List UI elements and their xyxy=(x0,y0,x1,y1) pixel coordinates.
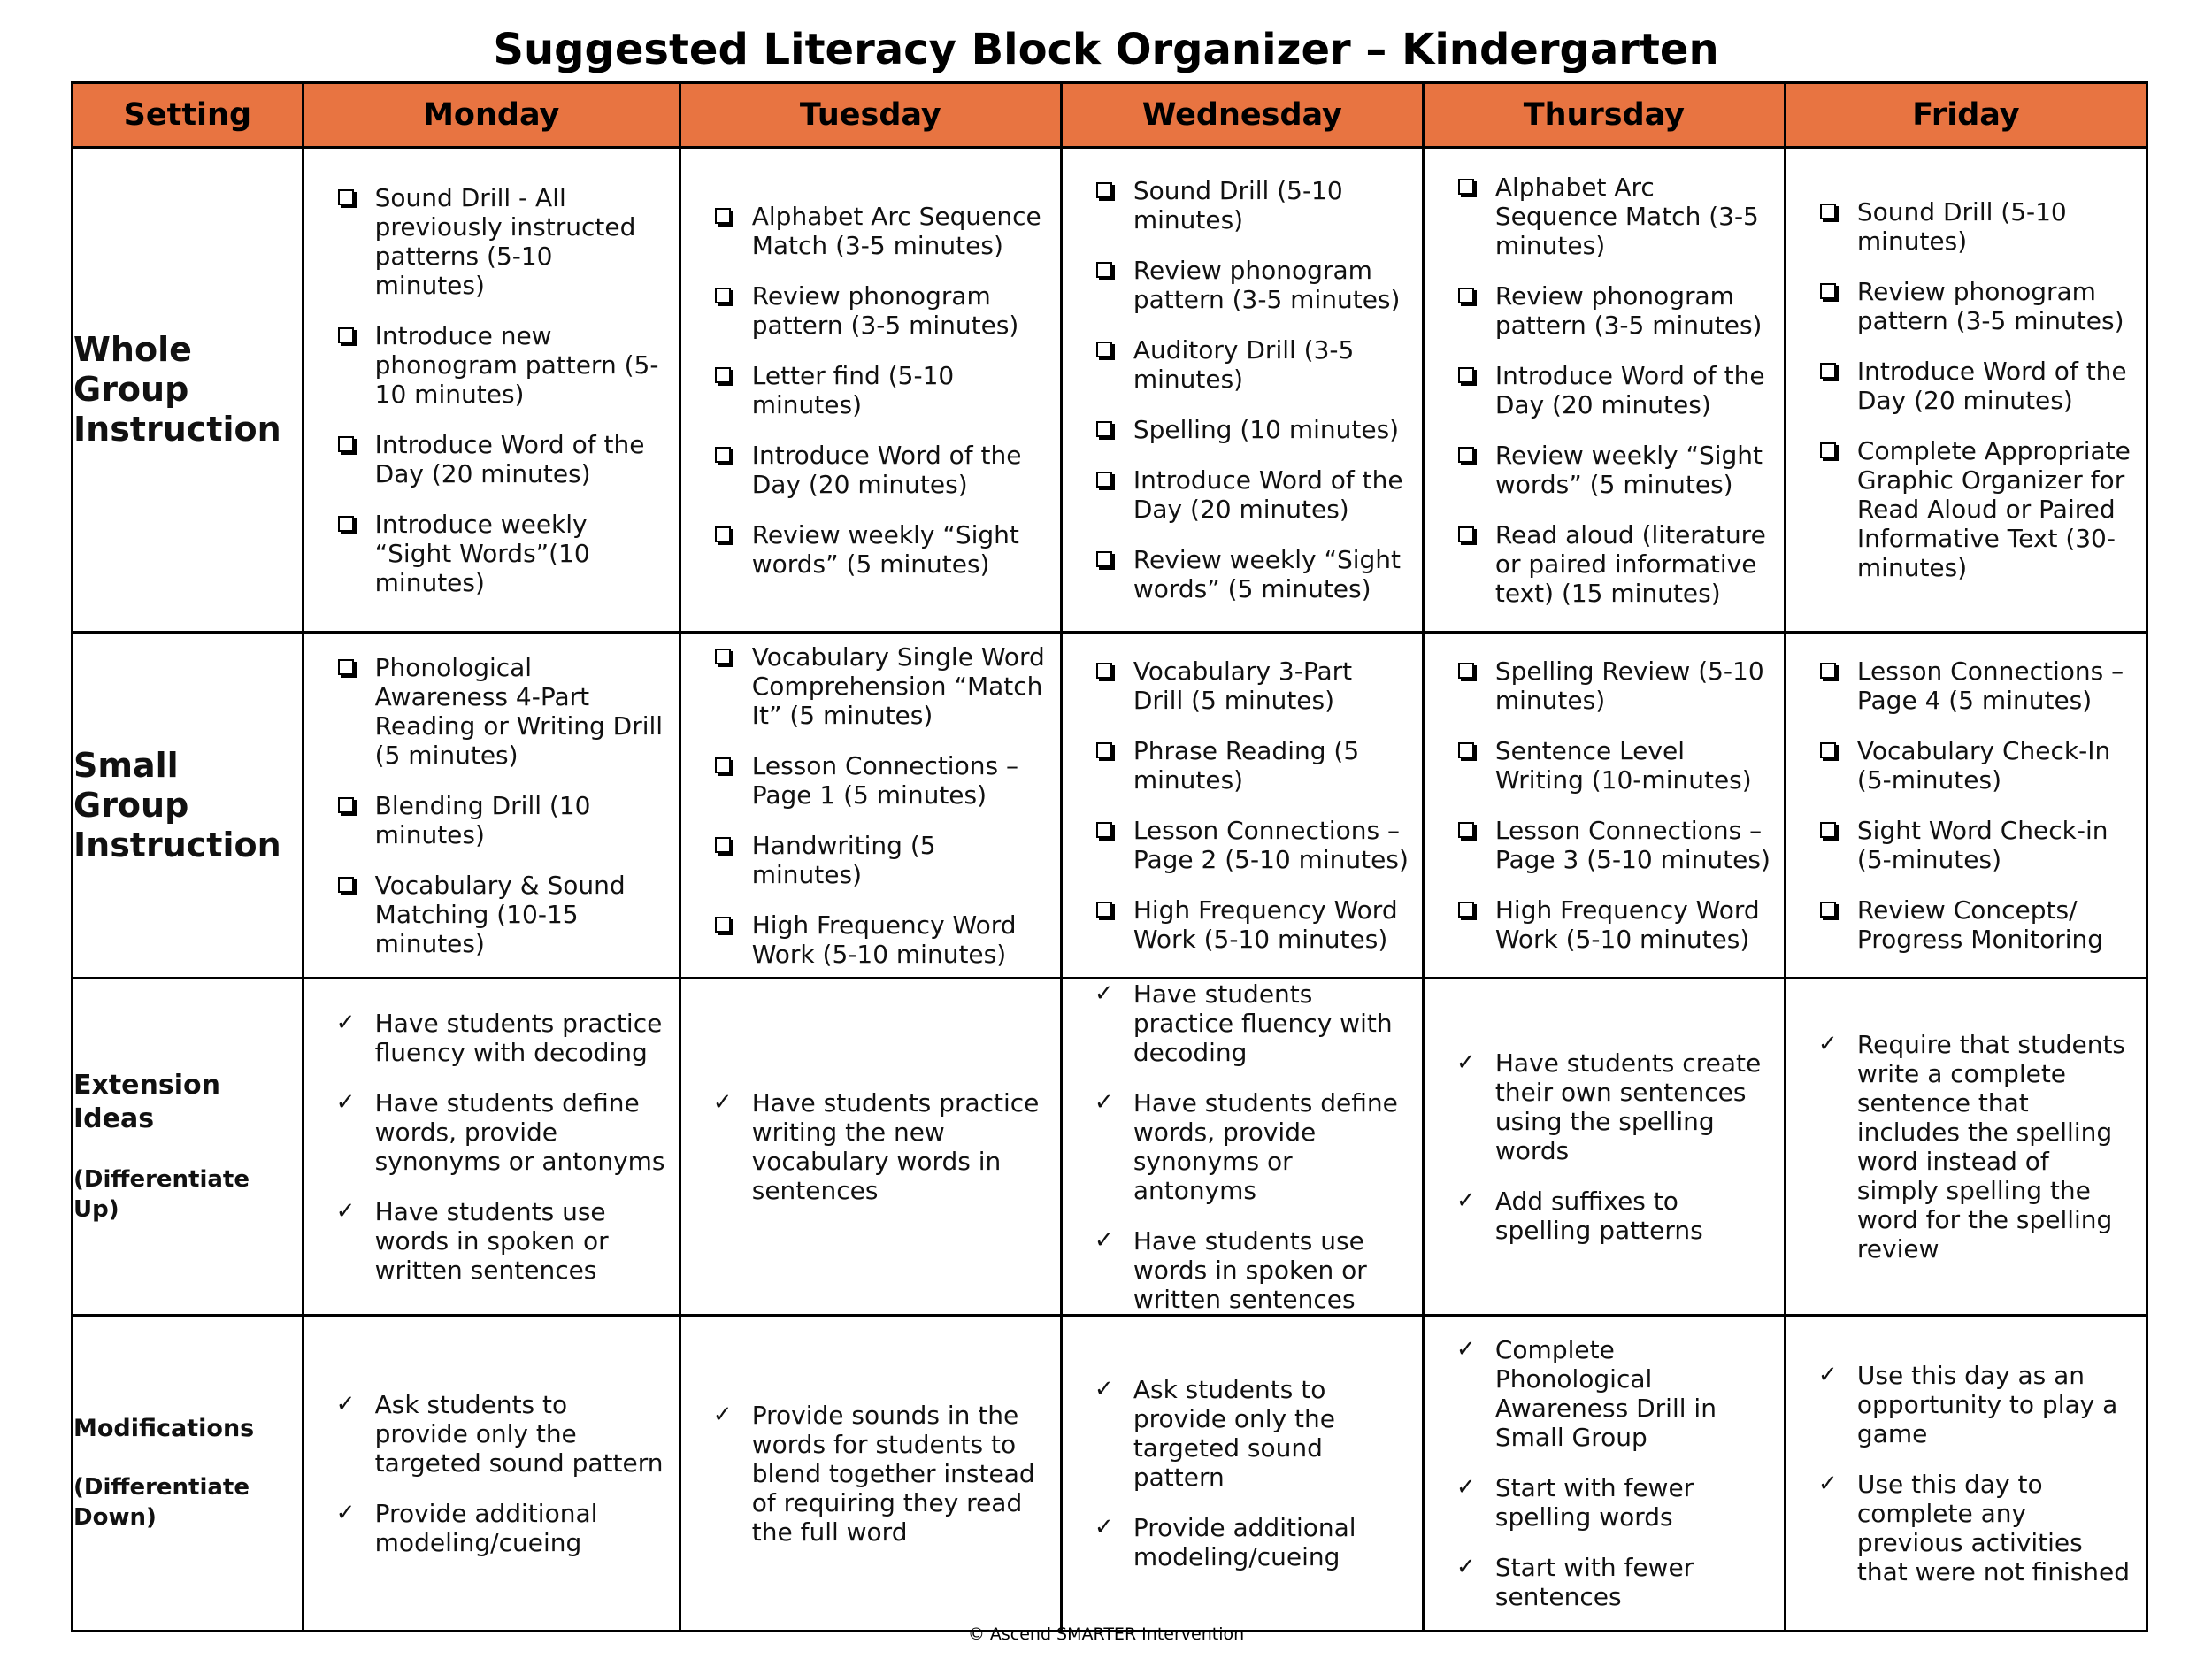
list-item xyxy=(336,653,666,770)
list-item xyxy=(1456,736,1771,795)
checkbox-square xyxy=(1096,902,1112,918)
activity-text: Review phonogram pattern (3-5 minutes) xyxy=(751,280,1019,340)
checkmark-glyph: ✓ xyxy=(1455,1554,1476,1580)
checkmark-glyph: ✓ xyxy=(1094,1514,1114,1540)
list-item xyxy=(1818,736,2133,795)
activity-text: Ask students to provide only the targeted sound pattern xyxy=(1133,1375,1335,1492)
setting-sublabel: (Differentiate Up) xyxy=(73,1166,250,1223)
checkbox-square xyxy=(1820,902,1836,918)
activity-list xyxy=(1786,657,2146,954)
header-row xyxy=(73,83,2147,148)
list-item xyxy=(713,910,1048,969)
list-item xyxy=(336,1088,666,1176)
list-item xyxy=(1818,357,2133,415)
checkbox-square xyxy=(338,659,354,675)
table-row xyxy=(73,979,2147,1316)
checkbox-square xyxy=(1458,742,1474,758)
checkbox-square xyxy=(1458,902,1474,918)
activity-text: Start with fewer sentences xyxy=(1494,1553,1694,1611)
activity-text: High Frequency Word Work (5-10 minutes) xyxy=(1133,895,1398,954)
activity-text: Review phonogram pattern (3-5 minutes) xyxy=(1133,256,1401,314)
activity-text: Sentence Level Writing (10-minutes) xyxy=(1494,736,1752,795)
day-cell-tuesday xyxy=(680,633,1061,979)
checkmark-glyph: ✓ xyxy=(1455,1049,1476,1076)
day-cell-monday xyxy=(303,633,680,979)
activity-list xyxy=(1425,1335,1784,1611)
checkbox-square xyxy=(1820,204,1836,219)
list-item xyxy=(336,871,666,958)
activity-list xyxy=(681,642,1060,969)
list-item xyxy=(1094,736,1409,795)
list-item xyxy=(1818,657,2133,715)
checkbox-square xyxy=(1096,551,1112,567)
checkbox-square xyxy=(1458,447,1474,463)
activity-text: Have students define words, provide synonyms or antonyms xyxy=(374,1088,665,1176)
list-item xyxy=(1456,1553,1771,1611)
setting-cell xyxy=(73,148,303,633)
checkbox-square xyxy=(715,649,731,664)
checkmark-glyph: ✓ xyxy=(1094,1376,1114,1402)
checkmark-glyph: ✓ xyxy=(335,1390,356,1417)
activity-text: Have students practice fluency with decoding xyxy=(374,1009,663,1067)
day-cell-thursday xyxy=(1423,1316,1785,1632)
list-item xyxy=(1456,281,1771,340)
list-item xyxy=(1456,816,1771,874)
header-monday: Monday xyxy=(303,83,680,148)
activity-list xyxy=(304,653,679,958)
activity-text: Add suffixes to spelling patterns xyxy=(1494,1187,1703,1245)
literacy-organizer-table xyxy=(71,81,2148,1632)
activity-text: Letter find (5-10 minutes) xyxy=(751,360,955,419)
list-item xyxy=(713,361,1048,419)
activity-list xyxy=(681,202,1060,579)
list-item xyxy=(1456,441,1771,499)
day-cell-tuesday xyxy=(680,979,1061,1316)
list-item xyxy=(1818,436,2133,582)
table-row xyxy=(73,633,2147,979)
list-item xyxy=(713,202,1048,260)
list-item xyxy=(1456,1473,1771,1532)
activity-text: Use this day to complete any previous activities that were not finished xyxy=(1856,1469,2131,1586)
list-item xyxy=(1094,657,1409,715)
checkmark-glyph: ✓ xyxy=(712,1401,733,1428)
checkbox-square xyxy=(1820,283,1836,299)
activity-list xyxy=(304,1009,679,1285)
checkbox-square xyxy=(338,327,354,343)
activity-list xyxy=(1063,657,1422,954)
list-item xyxy=(1818,197,2133,256)
list-item xyxy=(1818,277,2133,335)
list-item xyxy=(1094,979,1409,1067)
header-setting: Setting xyxy=(73,83,303,148)
activity-text: Introduce new phonogram pattern (5-10 minutes) xyxy=(374,320,659,409)
day-cell-monday xyxy=(303,979,680,1316)
activity-text: Handwriting (5 minutes) xyxy=(751,830,936,889)
checkbox-square xyxy=(715,288,731,303)
checkbox-square xyxy=(1096,472,1112,488)
checkmark-glyph: ✓ xyxy=(1094,1227,1114,1254)
setting-label: Extension Ideas xyxy=(73,1070,220,1134)
activity-text: Vocabulary 3-Part Drill (5 minutes) xyxy=(1133,657,1353,715)
activity-text: Spelling (10 minutes) xyxy=(1133,415,1400,444)
day-cell-tuesday xyxy=(680,148,1061,633)
checkbox-square xyxy=(715,526,731,542)
activity-list xyxy=(1425,657,1784,954)
list-item xyxy=(1456,361,1771,419)
checkmark-glyph: ✓ xyxy=(1455,1474,1476,1501)
list-item xyxy=(1456,520,1771,608)
activity-list xyxy=(681,1088,1060,1205)
activity-text: Review weekly “Sight words” (5 minutes) xyxy=(1494,440,1763,499)
list-item xyxy=(1094,1375,1409,1492)
day-cell-friday xyxy=(1785,148,2147,633)
list-item xyxy=(1456,1187,1771,1245)
activity-text: Have students use words in spoken or written sentences xyxy=(1133,1226,1367,1314)
list-item xyxy=(336,1390,666,1478)
list-item xyxy=(336,1197,666,1285)
checkbox-square xyxy=(1096,342,1112,357)
checkbox-square xyxy=(1820,363,1836,379)
list-item xyxy=(336,321,666,409)
activity-text: Read aloud (literature or paired informative text) (15 minutes) xyxy=(1494,519,1766,608)
checkbox-square xyxy=(1458,822,1474,838)
activity-text: Review phonogram pattern (3-5 minutes) xyxy=(1494,280,1763,340)
activity-text: Have students practice writing the new vocabulary words in sentences xyxy=(751,1088,1040,1205)
checkbox-square xyxy=(338,436,354,452)
activity-text: Spelling Review (5-10 minutes) xyxy=(1494,657,1764,715)
activity-text: Complete Phonological Awareness Drill in Small Group xyxy=(1494,1335,1717,1452)
checkbox-square xyxy=(1096,182,1112,198)
activity-text: Review phonogram pattern (3-5 minutes) xyxy=(1856,277,2124,335)
list-item xyxy=(1818,1470,2133,1586)
checkbox-square xyxy=(1458,526,1474,542)
activity-text: Vocabulary Single Word Comprehension “Match It” (5 minutes) xyxy=(751,641,1045,730)
activity-list xyxy=(1063,176,1422,603)
header-thursday: Thursday xyxy=(1423,83,1785,148)
activity-text: Phonological Awareness 4-Part Reading or Writing Drill (5 minutes) xyxy=(374,652,664,770)
activity-text: Introduce Word of the Day (20 minutes) xyxy=(374,429,645,488)
checkmark-glyph: ✓ xyxy=(712,1089,733,1116)
checkbox-square xyxy=(715,837,731,853)
checkbox-square xyxy=(1096,742,1112,758)
day-cell-wednesday xyxy=(1061,633,1423,979)
activity-text: Vocabulary & Sound Matching (10-15 minutes) xyxy=(374,870,626,958)
copyright-footer: © Ascend SMARTER Intervention xyxy=(967,1624,1245,1644)
table-row xyxy=(73,148,2147,633)
day-cell-wednesday xyxy=(1061,1316,1423,1632)
checkmark-glyph: ✓ xyxy=(335,1499,356,1526)
list-item xyxy=(1094,816,1409,874)
activity-list xyxy=(304,1390,679,1557)
activity-text: Have students create their own sentences using the spelling words xyxy=(1494,1048,1762,1165)
checkbox-square xyxy=(1458,288,1474,303)
activity-text: Provide additional modeling/cueing xyxy=(1133,1513,1356,1571)
activity-text: Have students define words, provide synonyms or antonyms xyxy=(1133,1088,1398,1205)
activity-text: Review weekly “Sight words” (5 minutes) xyxy=(1133,545,1402,603)
list-item xyxy=(1094,256,1409,314)
day-cell-tuesday xyxy=(680,1316,1061,1632)
activity-text: Alphabet Arc Sequence Match (3-5 minutes) xyxy=(1494,172,1759,260)
list-item xyxy=(1094,465,1409,524)
activity-list xyxy=(1786,197,2146,582)
checkbox-square xyxy=(338,516,354,532)
checkmark-glyph: ✓ xyxy=(1817,1470,1838,1497)
checkmark-glyph: ✓ xyxy=(1817,1361,1838,1388)
activity-text: Vocabulary Check-In (5-minutes) xyxy=(1856,736,2111,795)
checkbox-square xyxy=(715,208,731,224)
activity-text: Lesson Connections – Page 4 (5 minutes) xyxy=(1856,657,2124,715)
checkbox-square xyxy=(1096,663,1112,679)
activity-text: Ask students to provide only the targeted sound pattern xyxy=(374,1389,664,1478)
checkbox-square xyxy=(338,797,354,813)
activity-text: Sound Drill (5-10 minutes) xyxy=(1856,197,2067,256)
list-item xyxy=(1094,335,1409,394)
day-cell-friday xyxy=(1785,979,2147,1316)
day-cell-wednesday xyxy=(1061,148,1423,633)
checkbox-square xyxy=(1096,262,1112,278)
checkbox-square xyxy=(715,917,731,933)
header-wednesday: Wednesday xyxy=(1061,83,1423,148)
day-cell-thursday xyxy=(1423,148,1785,633)
checkbox-square xyxy=(1458,367,1474,383)
setting-sublabel: (Differentiate Down) xyxy=(73,1474,250,1531)
activity-text: Introduce Word of the Day (20 minutes) xyxy=(1133,465,1403,524)
activity-list xyxy=(681,1401,1060,1547)
day-cell-friday xyxy=(1785,633,2147,979)
activity-text: Have students use words in spoken or written sentences xyxy=(374,1197,609,1285)
activity-text: Start with fewer spelling words xyxy=(1494,1473,1694,1532)
day-cell-monday xyxy=(303,1316,680,1632)
list-item xyxy=(336,1499,666,1557)
checkbox-square xyxy=(715,367,731,383)
list-item xyxy=(713,1401,1048,1547)
list-item xyxy=(336,430,666,488)
checkbox-square xyxy=(1820,663,1836,679)
page-title: Suggested Literacy Block Organizer – Kindergarten xyxy=(493,25,1719,74)
activity-list xyxy=(1786,1361,2146,1586)
checkmark-glyph: ✓ xyxy=(1094,980,1114,1007)
activity-text: Provide sounds in the words for students to blend together instead of requiring they read the full word xyxy=(751,1400,1035,1547)
list-item xyxy=(1456,1048,1771,1165)
list-item xyxy=(1818,1030,2133,1263)
day-cell-monday xyxy=(303,148,680,633)
list-item xyxy=(713,751,1048,810)
checkbox-square xyxy=(1458,663,1474,679)
checkmark-glyph: ✓ xyxy=(1817,1031,1838,1057)
checkbox-square xyxy=(1820,822,1836,838)
day-cell-thursday xyxy=(1423,979,1785,1316)
checkbox-square xyxy=(338,877,354,893)
activity-text: Introduce weekly “Sight Words”(10 minutes) xyxy=(374,509,590,597)
list-item xyxy=(1818,1361,2133,1448)
setting-label: Small Group Instruction xyxy=(73,745,281,864)
checkbox-square xyxy=(338,189,354,205)
activity-list xyxy=(1425,173,1784,608)
activity-text: Blending Drill (10 minutes) xyxy=(374,790,591,849)
list-item xyxy=(1094,1513,1409,1571)
list-item xyxy=(1094,1088,1409,1205)
day-cell-friday xyxy=(1785,1316,2147,1632)
activity-text: Alphabet Arc Sequence Match (3-5 minutes) xyxy=(751,201,1041,260)
list-item xyxy=(1456,657,1771,715)
checkmark-glyph: ✓ xyxy=(335,1198,356,1225)
activity-list xyxy=(1786,1030,2146,1263)
activity-list xyxy=(1425,1048,1784,1245)
checkbox-square xyxy=(715,447,731,463)
activity-text: Sound Drill (5-10 minutes) xyxy=(1133,176,1343,234)
list-item xyxy=(713,520,1048,579)
setting-cell xyxy=(73,979,303,1316)
table-row xyxy=(73,1316,2147,1632)
list-item xyxy=(1094,176,1409,234)
checkmark-glyph: ✓ xyxy=(1094,1089,1114,1116)
list-item xyxy=(1094,1226,1409,1314)
checkbox-square xyxy=(1096,421,1112,437)
list-item xyxy=(1094,415,1409,444)
setting-label: Whole Group Instruction xyxy=(73,330,281,449)
day-cell-thursday xyxy=(1423,633,1785,979)
activity-text: Auditory Drill (3-5 minutes) xyxy=(1133,335,1355,394)
list-item xyxy=(336,183,666,300)
activity-text: Phrase Reading (5 minutes) xyxy=(1133,736,1360,795)
list-item xyxy=(713,281,1048,340)
checkmark-glyph: ✓ xyxy=(1455,1187,1476,1214)
list-item xyxy=(1094,545,1409,603)
list-item xyxy=(336,1009,666,1067)
list-item xyxy=(1818,895,2133,954)
activity-text: Introduce Word of the Day (20 minutes) xyxy=(1494,360,1765,419)
activity-text: Lesson Connections – Page 2 (5-10 minutes) xyxy=(1133,816,1409,874)
checkbox-square xyxy=(1820,442,1836,458)
list-item xyxy=(1818,816,2133,874)
list-item xyxy=(713,642,1048,730)
list-item xyxy=(336,791,666,849)
checkbox-square xyxy=(1096,822,1112,838)
header-friday: Friday xyxy=(1785,83,2147,148)
checkmark-glyph: ✓ xyxy=(1455,1336,1476,1363)
setting-cell xyxy=(73,633,303,979)
checkbox-square xyxy=(715,757,731,773)
activity-text: Lesson Connections – Page 1 (5 minutes) xyxy=(751,750,1018,810)
day-cell-wednesday xyxy=(1061,979,1423,1316)
setting-cell xyxy=(73,1316,303,1632)
activity-text: Have students practice fluency with decoding xyxy=(1133,979,1393,1067)
checkbox-square xyxy=(1458,179,1474,195)
activity-text: Complete Appropriate Graphic Organizer for Read Aloud or Paired Informative Text (30-minutes) xyxy=(1856,436,2131,582)
header-tuesday: Tuesday xyxy=(680,83,1061,148)
activity-list xyxy=(1063,979,1422,1314)
activity-text: High Frequency Word Work (5-10 minutes) xyxy=(751,910,1017,969)
checkbox-square xyxy=(1820,742,1836,758)
activity-text: Introduce Word of the Day (20 minutes) xyxy=(751,440,1022,499)
activity-text: High Frequency Word Work (5-10 minutes) xyxy=(1494,895,1760,954)
activity-list xyxy=(304,183,679,597)
list-item xyxy=(713,1088,1048,1205)
activity-text: Lesson Connections – Page 3 (5-10 minutes) xyxy=(1494,816,1770,874)
activity-text: Review Concepts/ Progress Monitoring xyxy=(1856,895,2104,954)
list-item xyxy=(713,441,1048,499)
activity-text: Use this day as an opportunity to play a game xyxy=(1856,1360,2118,1448)
activity-list xyxy=(1063,1375,1422,1571)
activity-text: Provide additional modeling/cueing xyxy=(374,1498,598,1557)
activity-text: Review weekly “Sight words” (5 minutes) xyxy=(751,519,1019,579)
list-item xyxy=(1456,173,1771,260)
checkmark-glyph: ✓ xyxy=(335,1089,356,1116)
list-item xyxy=(1456,895,1771,954)
activity-text: Introduce Word of the Day (20 minutes) xyxy=(1856,357,2127,415)
list-item xyxy=(1456,1335,1771,1452)
activity-text: Sound Drill - All previously instructed patterns (5-10 minutes) xyxy=(374,182,636,300)
list-item xyxy=(336,510,666,597)
checkmark-glyph: ✓ xyxy=(335,1010,356,1036)
list-item xyxy=(713,831,1048,889)
list-item xyxy=(1094,895,1409,954)
setting-label: Modifications xyxy=(73,1415,255,1442)
activity-text: Require that students write a complete sentence that includes the spelling word instead of simply spelling the word for the spelling review xyxy=(1856,1030,2126,1263)
activity-text: Sight Word Check-in (5-minutes) xyxy=(1856,816,2108,874)
